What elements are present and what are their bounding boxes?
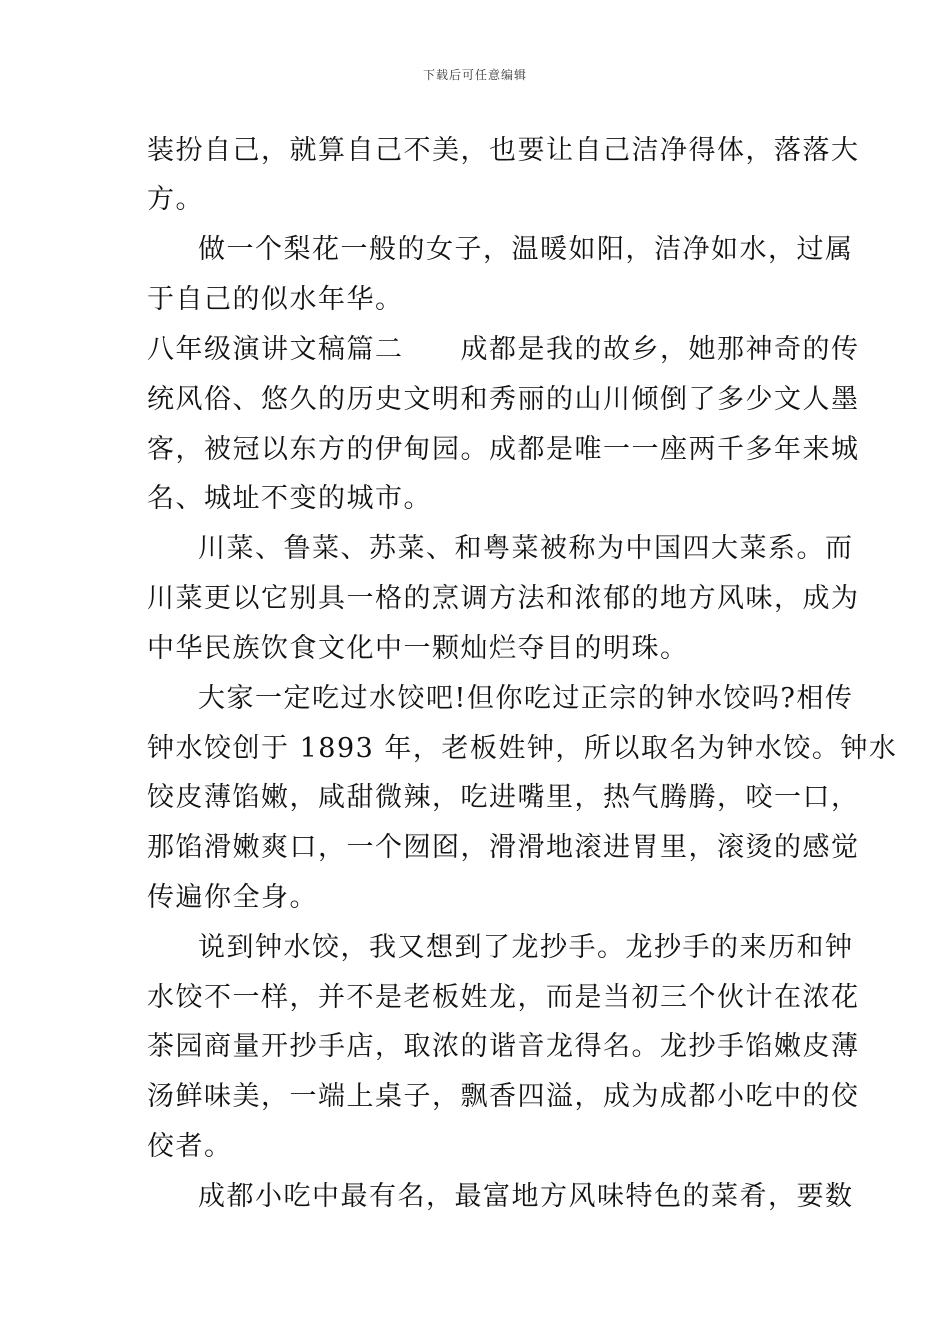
text-line: 那馅滑嫩爽口，一个囫囵，滑滑地滚进胃里，滚烫的感觉 (147, 832, 860, 863)
page-header: 下载后可任意编辑 (422, 68, 527, 82)
text-line: 饺皮薄馅嫩，咸甜微辣，吃进嘴里，热气腾腾，咬一口， (147, 782, 860, 813)
text-line: 水饺不一样，并不是老板姓龙，而是当初三个伙计在浓花 (147, 982, 860, 1013)
text-line: 汤鲜味美，一端上桌子，飘香四溢，成为成都小吃中的佼 (147, 1081, 860, 1112)
text-line: 成都小吃中最有名，最富地方风味特色的菜肴，要数 (198, 1181, 854, 1212)
section-heading-line: 八年级演讲文稿篇二 成都是我的故乡，她那神奇的传 (147, 334, 860, 365)
text-line: 名、城址不变的城市。 (147, 483, 432, 514)
text-line: 做一个梨花一般的女子，温暖如阳，洁净如水，过属 (198, 234, 854, 265)
text-line: 佼者。 (147, 1131, 233, 1162)
text-line: 川菜、鲁菜、苏菜、和粤菜被称为中国四大菜系。而 (198, 533, 854, 564)
text-line: 客，被冠以东方的伊甸园。成都是唯一一座两千多年来城 (147, 434, 860, 465)
text-line: 茶园商量开抄手店，取浓的谐音龙得名。龙抄手馅嫩皮薄 (147, 1031, 860, 1062)
text-line: 说到钟水饺，我又想到了龙抄手。龙抄手的来历和钟 (198, 932, 854, 963)
text-line: 中华民族饮食文化中一颗灿烂夺目的明珠。 (147, 633, 689, 664)
text-line: 川菜更以它别具一格的烹调方法和浓郁的地方风味，成为 (147, 583, 860, 614)
text-line: 传遍你全身。 (147, 882, 318, 913)
text-line: 钟水饺创于 1893 年，老板姓钟，所以取名为钟水饺。钟水 (147, 733, 898, 764)
text-line: 方。 (147, 184, 204, 215)
text-line: 于自己的似水年华。 (147, 284, 404, 315)
text-line: 统风俗、悠久的历史文明和秀丽的山川倾倒了多少文人墨 (147, 384, 860, 415)
text-line: 大家一定吃过水饺吧!但你吃过正宗的钟水饺吗?相传 (198, 683, 854, 714)
text-line: 装扮自己，就算自己不美，也要让自己洁净得体，落落大 (147, 135, 860, 166)
